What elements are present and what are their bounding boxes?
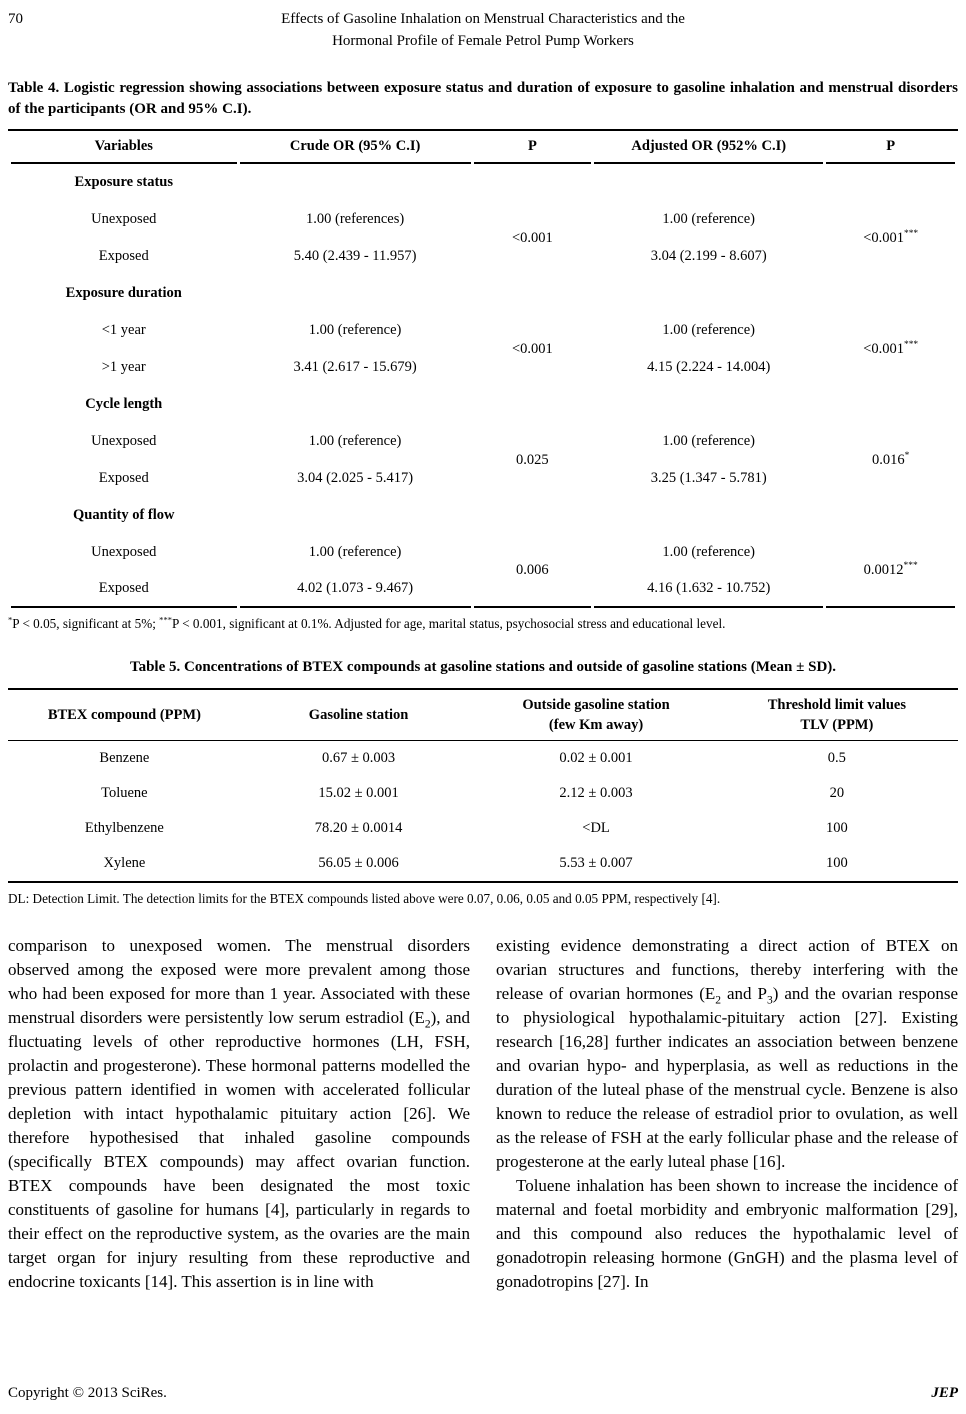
table4-cell: <0.001*** bbox=[863, 339, 919, 357]
table4-cell: 0.025 bbox=[516, 451, 549, 468]
table4-cell bbox=[594, 386, 823, 423]
table4-cell: Cycle length bbox=[85, 396, 163, 412]
table5-cell: 100 bbox=[825, 820, 848, 836]
table5-cell: <DL bbox=[582, 820, 610, 836]
table4-cell bbox=[240, 275, 471, 312]
table5-cell: 0.5 bbox=[827, 750, 846, 766]
running-title-line2: Hormonal Profile of Female Petrol Pump Workers bbox=[332, 33, 634, 49]
table4-cell: <0.001 bbox=[511, 340, 553, 357]
body-paragraph: existing evidence demonstrating a direct action of BTEX on ovarian structures and functions, thereby interfering with the release of ovarian hormones ($E_2$ and $P_3$) and the ovarian response to physiological hypothalamic-pituitary action [27]. Existing research [16,28] further indicates an association between benzene and ovarian hypo- and hyperplasia, as well as reductions in the duration of the luteal phase of the menstrual cycle. Benzene is also known to reduce the release of estradiol prior to ovulation, as well as the release of FSH at the early follicular phase and the release of progesterone at the early luteal phase [16]. bbox=[496, 936, 958, 1171]
body-paragraph: Toluene inhalation has been shown to increase the incidence of maternal and foetal morbidity and embryonic malformation [29], and this compound also reduces the hypothalamic level of gonadotropin releasing hormone (GnGH) and the plasma level of gonadotropins [27]. In bbox=[496, 1176, 958, 1291]
table-row bbox=[11, 201, 955, 238]
table-row bbox=[8, 846, 958, 881]
table4-cell bbox=[826, 386, 955, 423]
table5-cell: 0.02 ± 0.001 bbox=[559, 750, 633, 766]
table-row bbox=[8, 741, 958, 776]
table4-cell: 1.00 (references) bbox=[305, 211, 405, 227]
copyright-text: Copyright © 2013 SciRes. bbox=[8, 1385, 167, 1401]
table5-body bbox=[8, 741, 958, 881]
table4-cell: 5.40 (2.439 - 11.957) bbox=[293, 248, 417, 264]
table5-col-header: Outside gasoline station (few Km away) bbox=[476, 690, 715, 741]
table5-cell: 15.02 ± 0.001 bbox=[318, 785, 399, 801]
table4-cell: 1.00 (reference) bbox=[308, 544, 402, 560]
table4-cell: 1.00 (reference) bbox=[308, 322, 402, 338]
table4-cell: Quantity of flow bbox=[73, 507, 175, 523]
table4-cell bbox=[826, 497, 955, 534]
table5-cell: Toluene bbox=[101, 785, 148, 801]
table4-cell bbox=[826, 164, 955, 201]
running-title-line1: Effects of Gasoline Inhalation on Menstrual Characteristics and the bbox=[281, 11, 685, 27]
table4-cell bbox=[240, 386, 471, 423]
table5-cell: 100 bbox=[825, 855, 848, 871]
table5-footnote: DL: Detection Limit. The detection limits for the BTEX compounds listed above were 0.07, 0.06, 0.05 and 0.05 PPM, respectively [4]. bbox=[8, 891, 721, 906]
table4-cell: 1.00 (reference) bbox=[662, 433, 755, 449]
table4-col-header: Crude OR (95% C.I) bbox=[240, 131, 471, 164]
table4-col-header: P bbox=[474, 131, 591, 164]
table4-cell: Unexposed bbox=[91, 433, 157, 449]
table5-cell: 20 bbox=[829, 785, 845, 801]
table4-cell bbox=[594, 497, 823, 534]
table4-cell: 1.00 (reference) bbox=[308, 433, 402, 449]
table5-cell: 78.20 ± 0.0014 bbox=[314, 820, 403, 836]
table5-cell: 2.12 ± 0.003 bbox=[559, 785, 633, 801]
table4-cell: 3.04 (2.025 - 5.417) bbox=[297, 470, 414, 486]
table4-cell: 0.0012*** bbox=[826, 534, 955, 608]
table-row bbox=[8, 811, 958, 846]
body-text bbox=[8, 934, 958, 1294]
table4-cell: 0.016* bbox=[872, 450, 910, 468]
table4-cell: 4.02 (1.073 - 9.467) bbox=[240, 571, 471, 608]
table4-cell bbox=[474, 164, 591, 201]
table5-cell: 0.67 ± 0.003 bbox=[321, 750, 396, 766]
right-column bbox=[496, 934, 958, 1294]
table4-cell: 4.16 (1.632 - 10.752) bbox=[594, 571, 823, 608]
table5-cell: 56.05 ± 0.006 bbox=[318, 855, 399, 871]
table4-cell: 1.00 (reference) bbox=[662, 322, 755, 338]
table5-cell: Xylene bbox=[103, 855, 146, 871]
table4-cell: 0.006 bbox=[474, 534, 591, 608]
table4-caption: Table 4. Logistic regression showing associations between exposure status and duration of exposure to gasoline inhalation and menstrual disorders of the participants (OR and 95% C.I). bbox=[8, 80, 958, 117]
table4-cell: Exposed bbox=[98, 470, 149, 486]
table4-col-header: Variables bbox=[11, 131, 237, 164]
table4-cell: Exposed bbox=[11, 571, 237, 608]
table4-cell bbox=[474, 386, 591, 423]
page-footer bbox=[8, 1385, 958, 1402]
table4-cell bbox=[240, 164, 471, 201]
table4-cell bbox=[826, 275, 955, 312]
table5-col-header: BTEX compound (PPM) bbox=[8, 690, 241, 741]
table4-body bbox=[11, 164, 955, 608]
table4-cell bbox=[474, 275, 591, 312]
table5-header-row bbox=[8, 690, 958, 741]
table5-col-header: Gasoline station bbox=[241, 690, 477, 741]
table-row bbox=[11, 497, 955, 534]
table4-cell bbox=[474, 497, 591, 534]
table4-cell: 4.15 (2.224 - 14.004) bbox=[647, 359, 771, 375]
body-paragraph: comparison to unexposed women. The menstrual disorders observed among the exposed were more prevalent among those who had been exposed for more than 1 year. Associated with these menstrual disorders were persistently low serum estradiol $(E_2)$, and fluctuating levels of other reproductive hormones (LH, FSH, prolactin and progesterone). These hormonal patterns modelled the previous pattern identified in women with accelerated follicular depletion with intact hypothalamic pituitary action [26]. We therefore hypothesised that inhaled gasoline compounds (specifically BTEX compounds) may affect ovarian function. BTEX compounds have been designated the most toxic constituents of gasoline for humans [4], particularly in regards to their effect on the reproductive system, as the ovaries are the main target organ for injury resulting from these reproductive and endocrine toxicants [14]. This assertion is in line with bbox=[8, 936, 470, 1291]
running-head bbox=[8, 8, 958, 52]
table4-cell: <1 year bbox=[101, 322, 146, 338]
table4-cell: >1 year bbox=[101, 359, 146, 375]
table4 bbox=[8, 129, 958, 608]
table4-cell: Unexposed bbox=[91, 544, 157, 560]
table4-header-row bbox=[11, 131, 955, 164]
table4-col-header: Adjusted OR (952% C.I) bbox=[594, 131, 823, 164]
table4-cell bbox=[594, 164, 823, 201]
table4-col-header: P bbox=[826, 131, 955, 164]
table-row bbox=[11, 423, 955, 460]
table4-cell: Exposure duration bbox=[65, 285, 182, 301]
table4-cell: <0.001*** bbox=[863, 228, 919, 246]
table-row bbox=[11, 275, 955, 312]
table5-col-header: Threshold limit values TLV (PPM) bbox=[716, 690, 958, 741]
table5-caption: Table 5. Concentrations of BTEX compounds at gasoline stations and outside of gasoline stations (Mean ± SD). bbox=[129, 659, 837, 675]
table4-cell bbox=[240, 497, 471, 534]
table4-cell: 3.04 (2.199 - 8.607) bbox=[650, 248, 767, 264]
table4-cell: Exposed bbox=[98, 248, 149, 264]
table4-cell: Exposure status bbox=[74, 174, 173, 190]
table-row bbox=[8, 776, 958, 811]
table5 bbox=[8, 688, 958, 883]
table5-cell: Benzene bbox=[99, 750, 150, 766]
table-row bbox=[11, 534, 955, 571]
table4-cell: 1.00 (reference) bbox=[662, 544, 755, 560]
table-row bbox=[11, 312, 955, 349]
table4-cell bbox=[594, 275, 823, 312]
left-column bbox=[8, 934, 470, 1294]
table4-cell: Unexposed bbox=[91, 211, 157, 227]
table-row bbox=[11, 164, 955, 201]
page-number: 70 bbox=[8, 11, 23, 27]
table4-cell: 3.25 (1.347 - 5.781) bbox=[650, 470, 767, 486]
table5-cell: Ethylbenzene bbox=[84, 820, 164, 836]
table-row bbox=[11, 386, 955, 423]
table5-cell: 5.53 ± 0.007 bbox=[559, 855, 633, 871]
journal-abbreviation: JEP bbox=[931, 1385, 958, 1401]
table4-cell: 1.00 (reference) bbox=[662, 211, 755, 227]
table4-footnote: *P < 0.05, significant at 5%; ***P < 0.001, significant at 0.1%. Adjusted for age, marital status, psychosocial stress and educational level. bbox=[8, 614, 726, 631]
table4-cell: <0.001 bbox=[511, 229, 553, 246]
table4-cell: 3.41 (2.617 - 15.679) bbox=[293, 359, 417, 375]
